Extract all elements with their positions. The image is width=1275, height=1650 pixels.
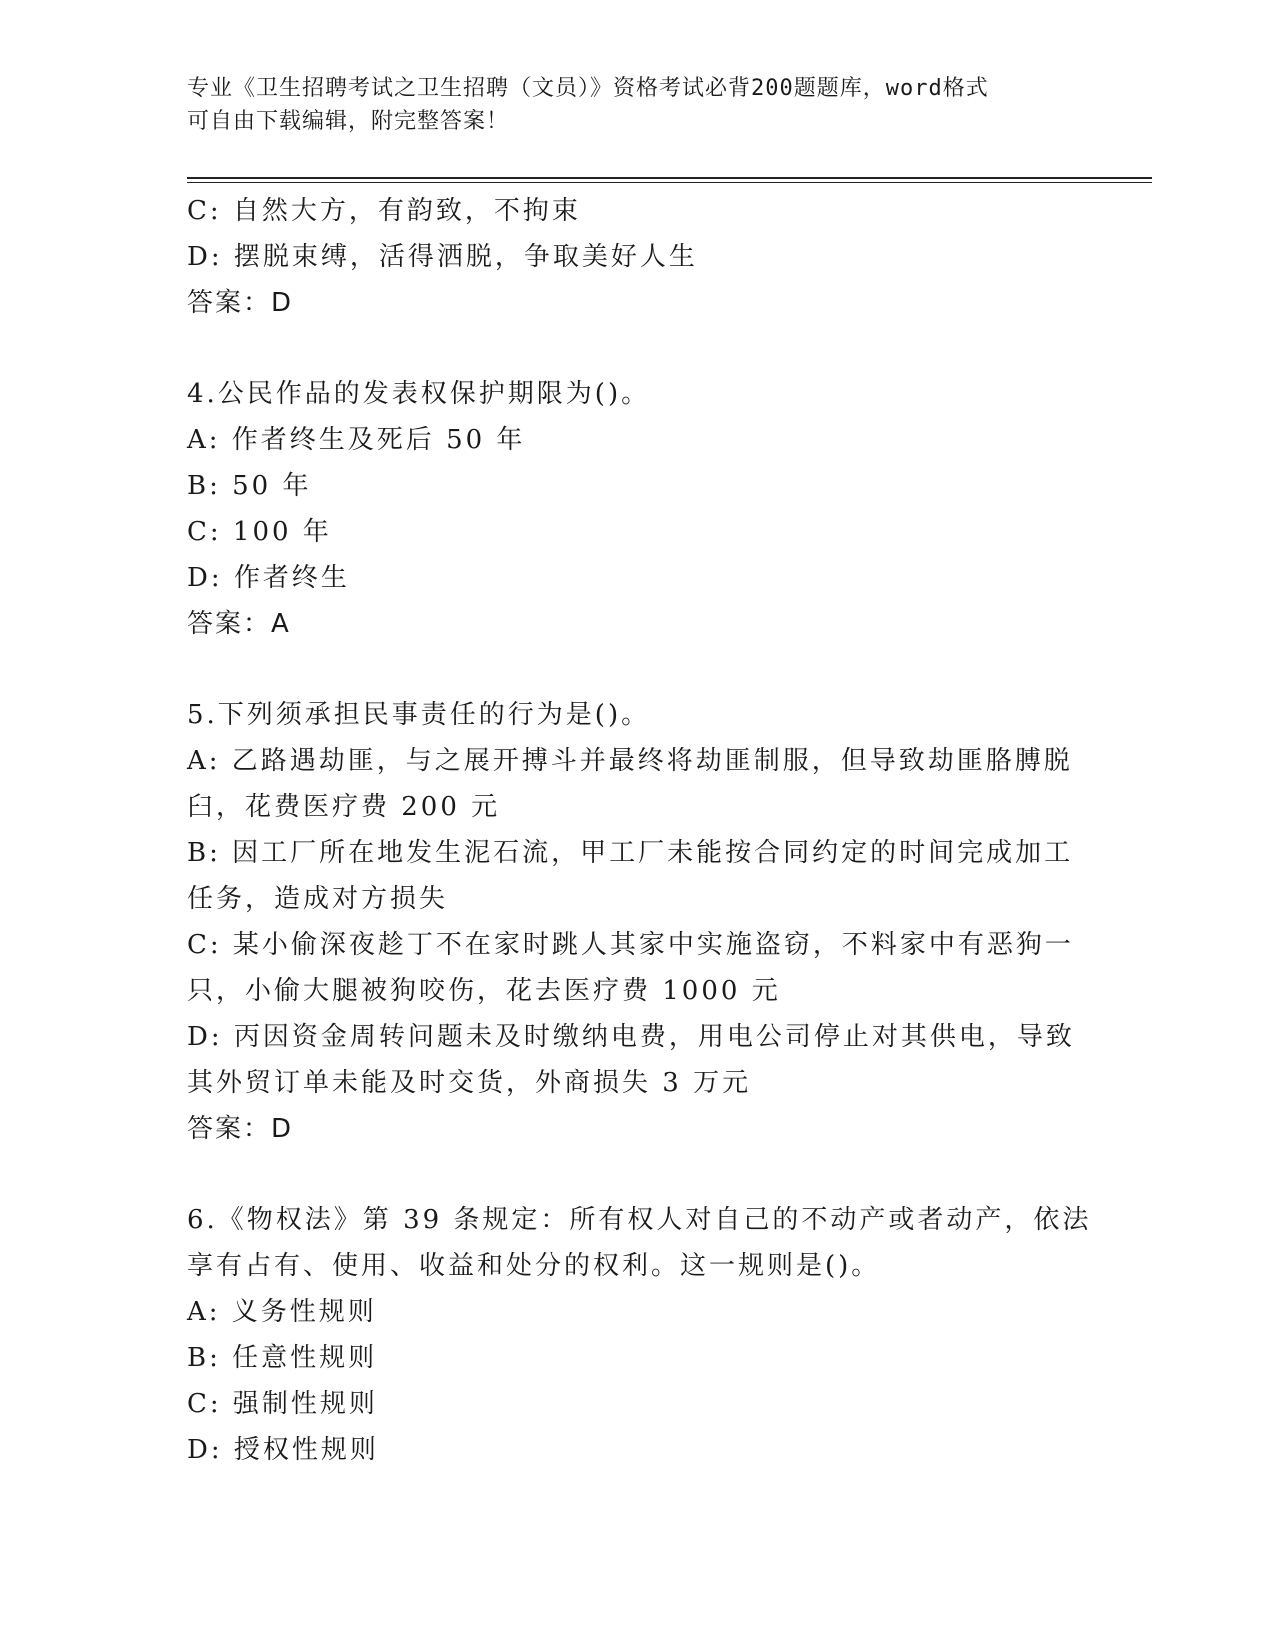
option-line: A: 义务性规则	[187, 1297, 377, 1327]
question-text: 4.公民作品的发表权保护期限为()。	[187, 379, 651, 409]
question-spacer	[187, 647, 1087, 692]
header-rule-thick	[187, 177, 1152, 179]
header-line-2: 可自由下载编辑，附完整答案！	[187, 109, 510, 134]
option-line: D: 摆脱束缚，活得洒脱，争取美好人生	[187, 242, 698, 272]
option-line: 任务，造成对方损失	[187, 884, 449, 914]
option-line: C: 100 年	[187, 517, 332, 547]
header-line-1: 专业《卫生招聘考试之卫生招聘（文员）》资格考试必背200题题库，word格式	[187, 76, 989, 101]
option-line: C: 强制性规则	[187, 1389, 378, 1419]
option-line: B: 因工厂所在地发生泥石流，甲工厂未能按合同约定的时间完成加工	[187, 838, 1074, 868]
option-line: A: 作者终生及死后 50 年	[187, 425, 526, 455]
answer-line: 答案：D	[187, 288, 294, 318]
document-header	[187, 72, 1087, 138]
header-rule-thin	[187, 182, 1152, 183]
question-text: 5.下列须承担民事责任的行为是()。	[187, 700, 651, 730]
option-line: D: 作者终生	[187, 563, 350, 593]
option-line: D: 授权性规则	[187, 1435, 379, 1465]
question-list	[187, 188, 1092, 1473]
question-spacer	[187, 1152, 1087, 1197]
answer-line: 答案：D	[187, 1114, 294, 1144]
option-line: 只，小偷大腿被狗咬伤，花去医疗费 1000 元	[187, 976, 781, 1006]
option-line: 臼，花费医疗费 200 元	[187, 792, 501, 822]
option-line: B: 50 年	[187, 471, 312, 501]
question-text: 享有占有、使用、收益和处分的权利。这一规则是()。	[187, 1251, 881, 1281]
option-line: 其外贸订单未能及时交货，外商损失 3 万元	[187, 1068, 752, 1098]
question-text: 6.《物权法》第 39 条规定：所有权人对自己的不动产或者动产，依法	[187, 1205, 1092, 1235]
option-line: C: 自然大方，有韵致，不拘束	[187, 196, 581, 226]
option-line: C: 某小偷深夜趁丁不在家时跳人其家中实施盗窃，不料家中有恶狗一	[187, 930, 1074, 960]
option-line: B: 任意性规则	[187, 1343, 378, 1373]
option-line: A: 乙路遇劫匪，与之展开搏斗并最终将劫匪制服，但导致劫匪胳膊脱	[187, 746, 1073, 776]
option-line: D: 丙因资金周转问题未及时缴纳电费，用电公司停止对其供电，导致	[187, 1022, 1075, 1052]
answer-line: 答案：A	[187, 609, 291, 639]
question-spacer	[187, 326, 1087, 371]
